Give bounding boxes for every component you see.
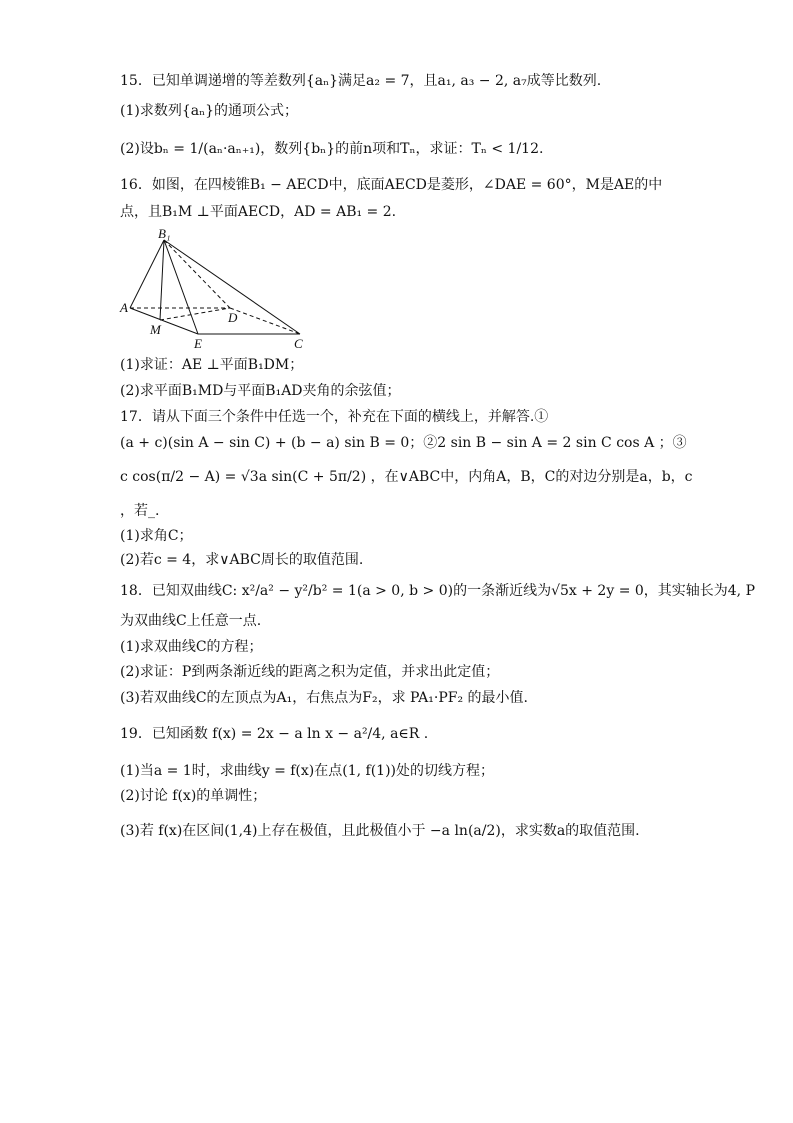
p16-stem-line1: 16．如图，在四棱锥B₁ − AECD中，底面AECD是菱形，∠DAE = 60°，M是AE的中 [120, 177, 663, 193]
p18-stem-line2: 为双曲线C上任意一点. [120, 613, 262, 629]
label-e: E [194, 336, 202, 350]
p18-q2: (2)求证：P到两条渐近线的距离之积为定值，并求出此定值； [120, 664, 500, 680]
label-c: C [294, 336, 303, 350]
p16-stem-line2: 点，且B₁M ⊥平面AECD，AD = AB₁ = 2. [120, 204, 397, 220]
edge-a-e [130, 308, 198, 334]
edge-b1-a [130, 240, 164, 308]
p17-cond3: c cos(π/2 − A) = √3a sin(C + 5π/2) ，在∨ABC中，内角A，B，C的对边分别是a，b，c [120, 469, 693, 485]
edge-m-d [160, 308, 230, 320]
label-a: A [120, 300, 128, 315]
p17-q1: (1)求角C； [120, 528, 193, 544]
p16-q2: (2)求平面B₁MD与平面B₁AD夹角的余弦值； [120, 383, 401, 399]
p17-tail: ，若_. [120, 503, 160, 519]
label-d: D [228, 310, 238, 325]
p15-q2: (2)设bₙ = 1/(aₙ·aₙ₊₁)，数列{bₙ}的前n项和Tₙ，求证：Tₙ < 1/12. [120, 141, 544, 157]
p19-q3: (3)若 f(x)在区间(1,4)上存在极值，且此极值小于 −a ln(a/2)，求实数a的取值范围. [120, 823, 640, 839]
p19-q2: (2)讨论 f(x)的单调性； [120, 788, 267, 804]
p17-cond1: (a + c)(sin A − sin C) + (b − a) sin B = 0；②2 sin B − sin A = 2 sin C cos A ；③ [120, 435, 687, 451]
p15-q1: (1)求数列{aₙ}的通项公式； [120, 103, 299, 119]
edge-b1-e [164, 240, 198, 334]
label-m: M [150, 322, 161, 337]
p19-q1: (1)当a = 1时，求曲线y = f(x)在点(1, f(1))处的切线方程； [120, 763, 495, 779]
p18-stem-line1: 18．已知双曲线C: x²/a² − y²/b² = 1(a > 0, b > 0)的一条渐近线为√5x + 2y = 0，其实轴长为4, P [120, 583, 756, 599]
label-b1: B₁ [158, 228, 171, 241]
p17-q2: (2)若c = 4，求∨ABC周长的取值范围. [120, 552, 364, 568]
p17-stem: 17．请从下面三个条件中任选一个，补充在下面的横线上，并解答.① [120, 409, 549, 425]
edge-b1-d [164, 240, 230, 308]
p18-q3: (3)若双曲线C的左顶点为A₁，右焦点为F₂，求 PA₁·PF₂ 的最小值. [120, 690, 528, 706]
p19-stem: 19．已知函数 f(x) = 2x − a ln x − a²/4, a∈R . [120, 726, 429, 742]
pyramid-figure [118, 228, 308, 350]
p15-stem: 15．已知单调递增的等差数列{aₙ}满足a₂ = 7，且a₁, a₃ − 2, a₇成等比数列. [120, 73, 602, 89]
p18-q1: (1)求双曲线C的方程； [120, 639, 263, 655]
edge-d-c [230, 308, 300, 334]
p16-q1: (1)求证：AE ⊥平面B₁DM； [120, 357, 304, 373]
